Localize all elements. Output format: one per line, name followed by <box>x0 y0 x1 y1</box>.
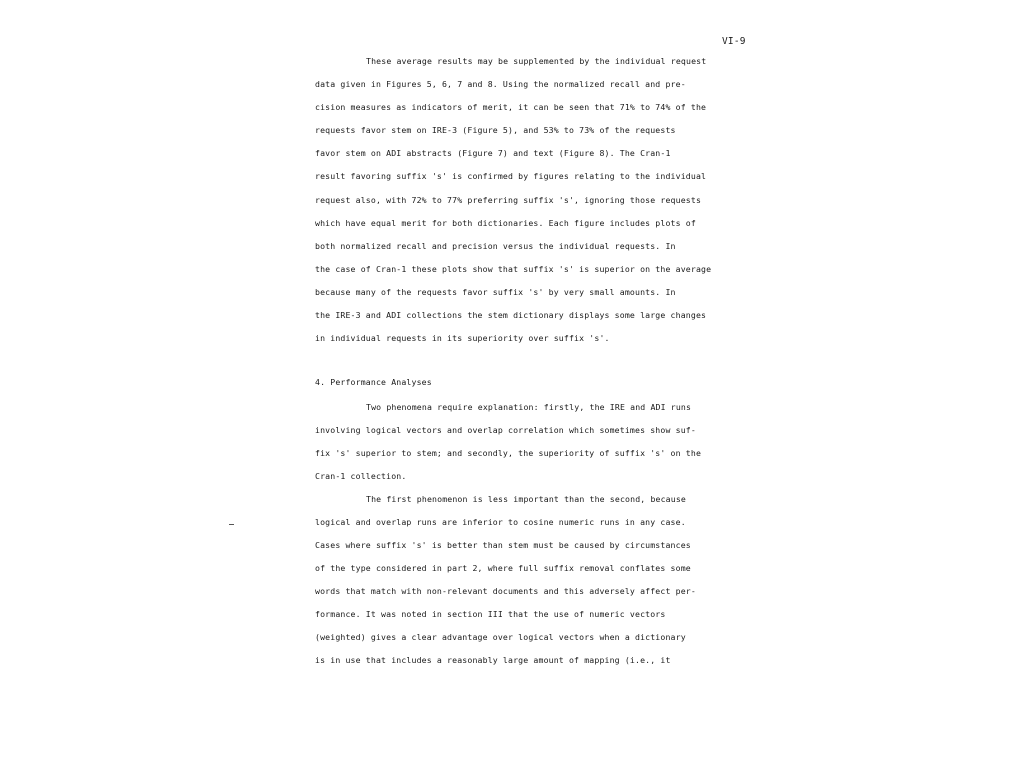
text-line: favor stem on ADI abstracts (Figure 7) and text (Figure 8). The Cran-1 <box>315 148 671 158</box>
text-line: involving logical vectors and overlap correlation which sometimes show suf- <box>315 425 696 435</box>
section-heading: 4. Performance Analyses <box>315 377 432 387</box>
text-line: is in use that includes a reasonably large amount of mapping (i.e., it <box>315 655 671 665</box>
text-line: result favoring suffix 's' is confirmed by figures relating to the individual <box>315 171 707 181</box>
text-line: words that match with non-relevant documents and this adversely affect per- <box>315 586 696 596</box>
text-line: because many of the requests favor suffix 's' by very small amounts. In <box>315 287 676 297</box>
text-line: fix 's' superior to stem; and secondly, the superiority of suffix 's' on the <box>315 448 702 458</box>
text-line: data given in Figures 5, 6, 7 and 8. Using the normalized recall and pre- <box>315 79 686 89</box>
text-line: cision measures as indicators of merit, it can be seen that 71% to 74% of the <box>315 102 707 112</box>
text-line: the case of Cran-1 these plots show that suffix 's' is superior on the average <box>315 264 712 274</box>
scan-speck <box>229 524 234 525</box>
text-line: These average results may be supplemented by the individual request <box>366 56 707 66</box>
page-number: VI-9 <box>722 36 746 47</box>
text-line: both normalized recall and precision versus the individual requests. In <box>315 241 676 251</box>
text-line: request also, with 72% to 77% preferring suffix 's', ignoring those requests <box>315 195 702 205</box>
text-line: requests favor stem on IRE-3 (Figure 5), and 53% to 73% of the requests <box>315 125 676 135</box>
text-line: which have equal merit for both dictionaries. Each figure includes plots of <box>315 218 696 228</box>
text-line: the IRE-3 and ADI collections the stem dictionary displays some large changes <box>315 310 707 320</box>
text-line: of the type considered in part 2, where full suffix removal conflates some <box>315 563 691 573</box>
text-line: Cran-1 collection. <box>315 471 407 481</box>
text-line: The first phenomenon is less important than the second, because <box>366 494 686 504</box>
text-line: Two phenomena require explanation: firstly, the IRE and ADI runs <box>366 402 692 412</box>
text-line: logical and overlap runs are inferior to cosine numeric runs in any case. <box>315 517 686 527</box>
text-line: Cases where suffix 's' is better than stem must be caused by circumstances <box>315 540 691 550</box>
text-line: (weighted) gives a clear advantage over logical vectors when a dictionary <box>315 632 686 642</box>
text-line: formance. It was noted in section III that the use of numeric vectors <box>315 609 666 619</box>
text-line: in individual requests in its superiority over suffix 's'. <box>315 333 610 343</box>
